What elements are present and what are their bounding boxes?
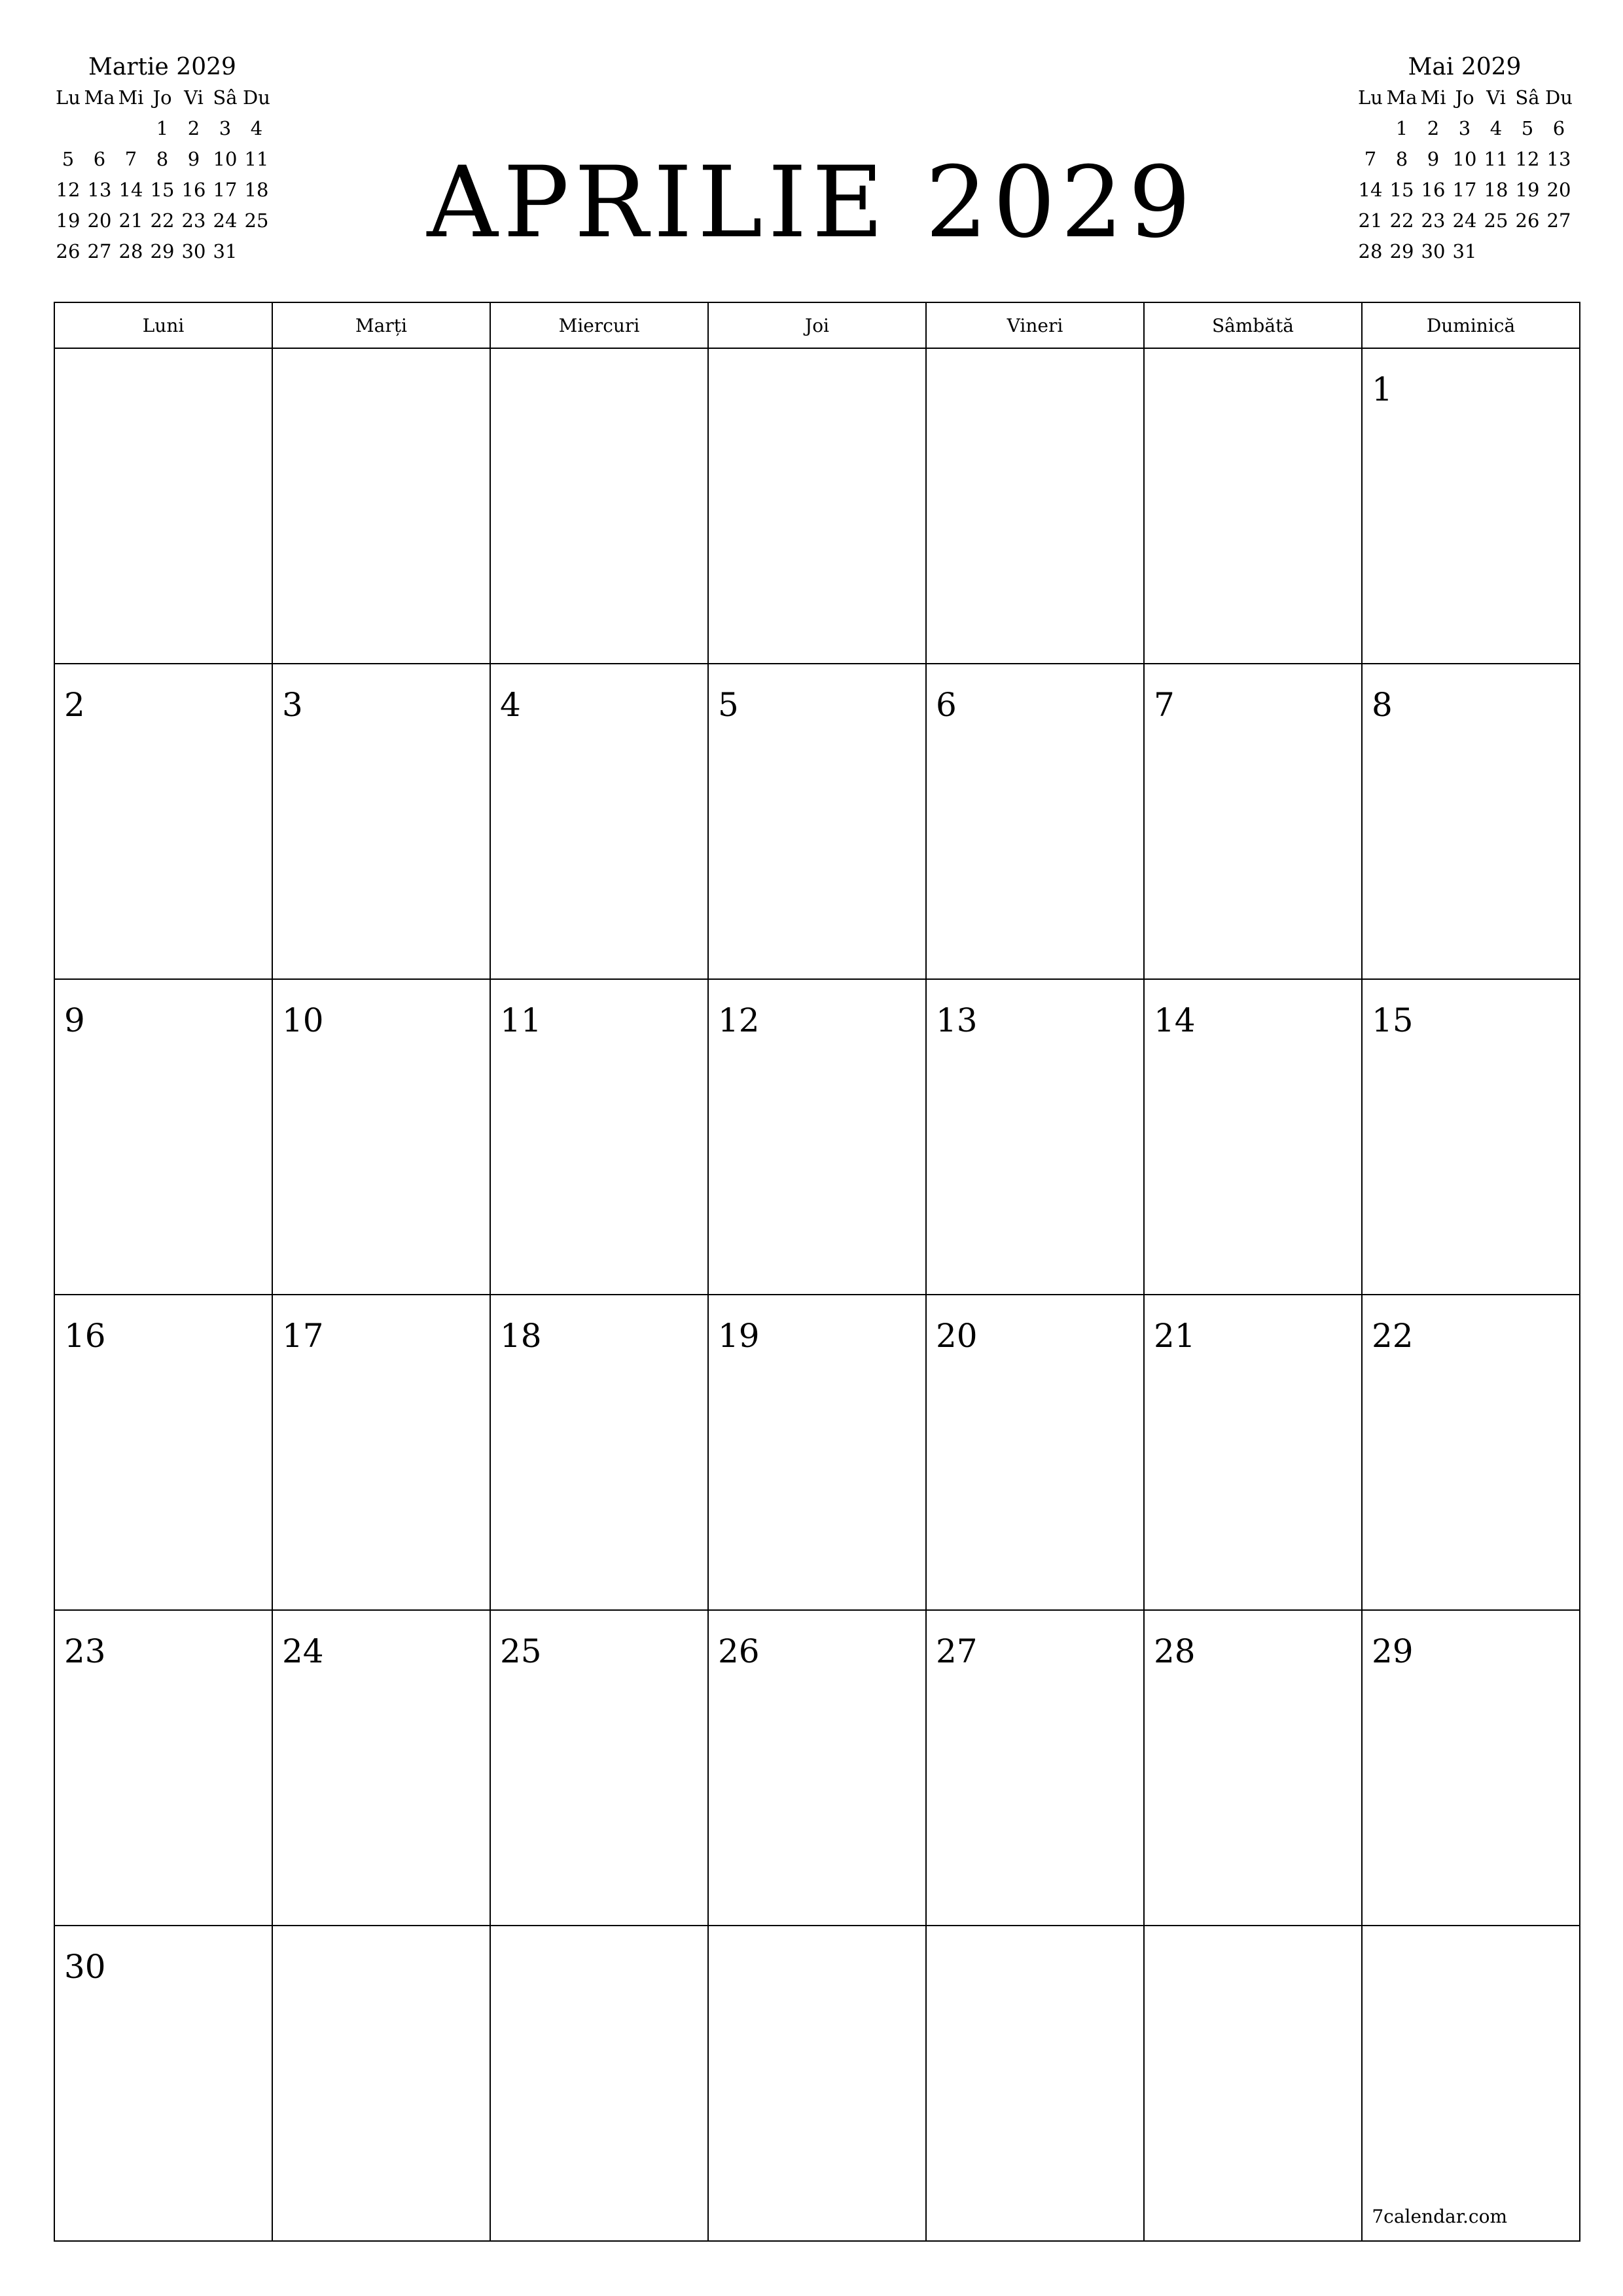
day-cell[interactable]	[1144, 664, 1362, 979]
day-number: 5	[718, 686, 739, 724]
mini-next-day: 22	[1389, 209, 1414, 232]
day-number: 27	[936, 1632, 978, 1670]
day-number: 30	[64, 1948, 106, 1986]
day-cell[interactable]	[54, 664, 272, 979]
weekday-header: Joi	[708, 302, 926, 348]
mini-next-day: 25	[1484, 209, 1508, 232]
mini-prev-weekday: Du	[243, 86, 270, 109]
day-cell[interactable]	[490, 348, 708, 664]
weekday-header: Sâmbătă	[1144, 302, 1362, 348]
mini-next-day: 6	[1552, 117, 1565, 139]
mini-next-weekday: Jo	[1455, 86, 1474, 109]
day-number	[273, 349, 490, 370]
mini-next-day: 2	[1427, 117, 1440, 139]
day-number	[55, 349, 272, 370]
day-cell[interactable]	[708, 1610, 926, 1926]
weekday-header: Miercuri	[490, 302, 708, 348]
mini-prev-day: 22	[150, 209, 175, 232]
day-cell[interactable]	[272, 1610, 490, 1926]
credit-text: 7calendar.com	[1372, 2206, 1507, 2227]
mini-next-day: 1	[1395, 117, 1408, 139]
mini-prev-day: 23	[181, 209, 206, 232]
day-cell[interactable]	[54, 1926, 272, 2241]
day-cell[interactable]	[926, 1926, 1144, 2241]
day-cell[interactable]	[54, 1610, 272, 1926]
day-number: 25	[500, 1632, 542, 1670]
mini-next-day: 4	[1489, 117, 1503, 139]
page-title: APRILIE 2029	[427, 146, 1196, 260]
day-number	[709, 1926, 925, 1947]
mini-prev-day: 19	[56, 209, 80, 232]
day-number: 1	[1372, 370, 1393, 408]
mini-next-day: 19	[1515, 179, 1540, 201]
mini-prev-day: 8	[156, 148, 169, 170]
weekday-header: Luni	[54, 302, 272, 348]
mini-prev-day: 11	[244, 148, 269, 170]
day-cell[interactable]	[272, 979, 490, 1295]
week-row	[54, 1926, 1580, 2241]
day-cell[interactable]	[490, 664, 708, 979]
mini-next-day	[1512, 236, 1543, 267]
mini-prev-day: 15	[150, 179, 175, 201]
day-number: 14	[1154, 1001, 1196, 1039]
mini-prev-day: 12	[56, 179, 80, 201]
day-cell[interactable]	[490, 979, 708, 1295]
mini-prev-day: 28	[118, 240, 143, 262]
day-number: 28	[1154, 1632, 1196, 1670]
mini-next-day: 17	[1452, 179, 1477, 201]
day-cell[interactable]	[1362, 664, 1580, 979]
day-number: 9	[64, 1001, 85, 1039]
mini-prev-day: 20	[87, 209, 112, 232]
day-cell[interactable]	[490, 1926, 708, 2241]
week-row	[54, 664, 1580, 979]
mini-next-day: 5	[1521, 117, 1534, 139]
day-number: 20	[936, 1317, 978, 1355]
day-number: 19	[718, 1317, 760, 1355]
mini-prev-day: 31	[213, 240, 238, 262]
mini-prev-day: 2	[187, 117, 200, 139]
day-number: 22	[1372, 1317, 1414, 1355]
mini-prev-day: 29	[150, 240, 175, 262]
day-cell[interactable]	[1362, 979, 1580, 1295]
mini-next-day: 7	[1364, 148, 1377, 170]
day-cell[interactable]	[1144, 1295, 1362, 1610]
mini-next-day: 27	[1546, 209, 1571, 232]
day-cell[interactable]	[1144, 1926, 1362, 2241]
day-number: 2	[64, 686, 85, 724]
mini-prev-day: 21	[118, 209, 143, 232]
mini-prev-day: 9	[187, 148, 200, 170]
mini-calendar-prev-title: Martie 2029	[88, 54, 236, 81]
day-cell[interactable]	[272, 348, 490, 664]
mini-prev-day: 25	[244, 209, 269, 232]
mini-next-weekday: Lu	[1358, 86, 1383, 109]
mini-prev-weekday: Jo	[152, 86, 172, 109]
day-cell[interactable]	[272, 664, 490, 979]
day-number: 18	[500, 1317, 542, 1355]
weekday-header: Marți	[272, 302, 490, 348]
mini-prev-day: 10	[213, 148, 238, 170]
mini-next-weekday: Sâ	[1515, 86, 1540, 109]
weekday-header: Vineri	[926, 302, 1144, 348]
day-cell[interactable]	[490, 1610, 708, 1926]
day-number: 24	[282, 1632, 324, 1670]
mini-next-day: 9	[1427, 148, 1440, 170]
mini-next-weekday: Du	[1545, 86, 1573, 109]
week-row	[54, 979, 1580, 1295]
mini-next-day: 29	[1389, 240, 1414, 262]
day-number: 29	[1372, 1632, 1414, 1670]
week-row	[54, 348, 1580, 664]
week-row	[54, 1610, 1580, 1926]
mini-prev-day: 1	[156, 117, 169, 139]
day-number	[273, 1926, 490, 1947]
day-cell[interactable]	[926, 979, 1144, 1295]
mini-next-day: 24	[1452, 209, 1477, 232]
day-cell[interactable]	[54, 979, 272, 1295]
day-cell[interactable]	[1144, 1610, 1362, 1926]
day-cell[interactable]	[926, 1295, 1144, 1610]
day-number	[927, 349, 1143, 370]
day-number	[1363, 1926, 1579, 1947]
day-cell[interactable]	[708, 1295, 926, 1610]
month-grid	[54, 302, 1580, 2242]
mini-prev-day: 14	[118, 179, 143, 201]
mini-prev-day: 13	[87, 179, 112, 201]
day-cell[interactable]	[54, 1295, 272, 1610]
day-cell[interactable]	[1362, 1610, 1580, 1926]
day-cell[interactable]	[926, 348, 1144, 664]
day-number	[1145, 1926, 1361, 1947]
mini-next-day: 30	[1421, 240, 1446, 262]
day-number: 12	[718, 1001, 760, 1039]
mini-prev-weekday: Ma	[84, 86, 115, 109]
mini-next-day	[1543, 236, 1575, 267]
day-number: 10	[282, 1001, 324, 1039]
mini-next-day: 23	[1421, 209, 1446, 232]
mini-prev-day: 7	[124, 148, 137, 170]
day-number: 13	[936, 1001, 978, 1039]
mini-next-weekday: Mi	[1420, 86, 1446, 109]
mini-next-day: 3	[1458, 117, 1471, 139]
mini-next-day: 20	[1546, 179, 1571, 201]
mini-prev-day: 24	[213, 209, 238, 232]
day-cell[interactable]	[1144, 979, 1362, 1295]
day-cell[interactable]	[272, 1926, 490, 2241]
weekday-header-row	[54, 302, 1580, 348]
day-number: 3	[282, 686, 303, 724]
day-cell[interactable]	[272, 1295, 490, 1610]
mini-next-day: 11	[1484, 148, 1508, 170]
mini-next-day: 21	[1358, 209, 1383, 232]
day-number: 15	[1372, 1001, 1414, 1039]
day-cell[interactable]	[926, 664, 1144, 979]
mini-next-day: 28	[1358, 240, 1383, 262]
day-number: 16	[64, 1317, 106, 1355]
day-cell[interactable]	[1362, 1295, 1580, 1610]
mini-next-day: 15	[1389, 179, 1414, 201]
week-row	[54, 1295, 1580, 1610]
mini-prev-day: 26	[56, 240, 80, 262]
mini-prev-weekday: Sâ	[213, 86, 238, 109]
mini-calendar-next-grid	[1355, 82, 1575, 267]
mini-next-day: 8	[1395, 148, 1408, 170]
mini-prev-weekday: Mi	[118, 86, 144, 109]
day-number	[709, 349, 925, 370]
month-grid-body	[54, 348, 1580, 2241]
mini-next-day: 13	[1546, 148, 1571, 170]
day-number: 8	[1372, 686, 1393, 724]
mini-prev-weekday: Vi	[184, 86, 204, 109]
mini-next-weekday: Ma	[1386, 86, 1418, 109]
mini-next-day: 26	[1515, 209, 1540, 232]
mini-prev-day: 27	[87, 240, 112, 262]
day-number	[1145, 349, 1361, 370]
day-number	[491, 349, 707, 370]
day-cell[interactable]	[1362, 348, 1580, 664]
mini-next-day: 10	[1452, 148, 1477, 170]
day-number: 17	[282, 1317, 324, 1355]
day-cell[interactable]	[708, 664, 926, 979]
day-number	[491, 1926, 707, 1947]
day-cell[interactable]	[708, 1926, 926, 2241]
day-cell[interactable]	[54, 348, 272, 664]
weekday-header: Duminică	[1362, 302, 1580, 348]
mini-next-day	[1355, 113, 1386, 144]
day-number: 23	[64, 1632, 106, 1670]
mini-next-day: 31	[1452, 240, 1477, 262]
mini-calendar-next-title: Mai 2029	[1408, 54, 1522, 81]
day-cell[interactable]	[708, 979, 926, 1295]
mini-next-day: 14	[1358, 179, 1383, 201]
mini-next-day: 16	[1421, 179, 1446, 201]
day-number: 11	[500, 1001, 542, 1039]
day-cell[interactable]	[1144, 348, 1362, 664]
day-number: 4	[500, 686, 521, 724]
mini-next-day: 12	[1515, 148, 1540, 170]
mini-prev-day: 3	[219, 117, 232, 139]
day-number: 26	[718, 1632, 760, 1670]
day-number: 6	[936, 686, 957, 724]
mini-next-weekday: Vi	[1486, 86, 1506, 109]
mini-prev-day: 5	[62, 148, 75, 170]
mini-next-day: 18	[1484, 179, 1508, 201]
day-cell[interactable]	[1362, 1926, 1580, 2241]
day-cell[interactable]	[708, 348, 926, 664]
day-number: 7	[1154, 686, 1175, 724]
mini-prev-day: 18	[244, 179, 269, 201]
mini-prev-day: 16	[181, 179, 206, 201]
day-cell[interactable]	[490, 1295, 708, 1610]
mini-prev-day: 30	[181, 240, 206, 262]
mini-prev-day: 17	[213, 179, 238, 201]
day-number	[927, 1926, 1143, 1947]
mini-calendar-next	[1355, 52, 1575, 267]
day-number: 21	[1154, 1317, 1196, 1355]
mini-prev-day: 4	[250, 117, 263, 139]
day-cell[interactable]	[926, 1610, 1144, 1926]
mini-prev-weekday: Lu	[56, 86, 80, 109]
mini-next-day	[1480, 236, 1512, 267]
mini-prev-day: 6	[93, 148, 106, 170]
